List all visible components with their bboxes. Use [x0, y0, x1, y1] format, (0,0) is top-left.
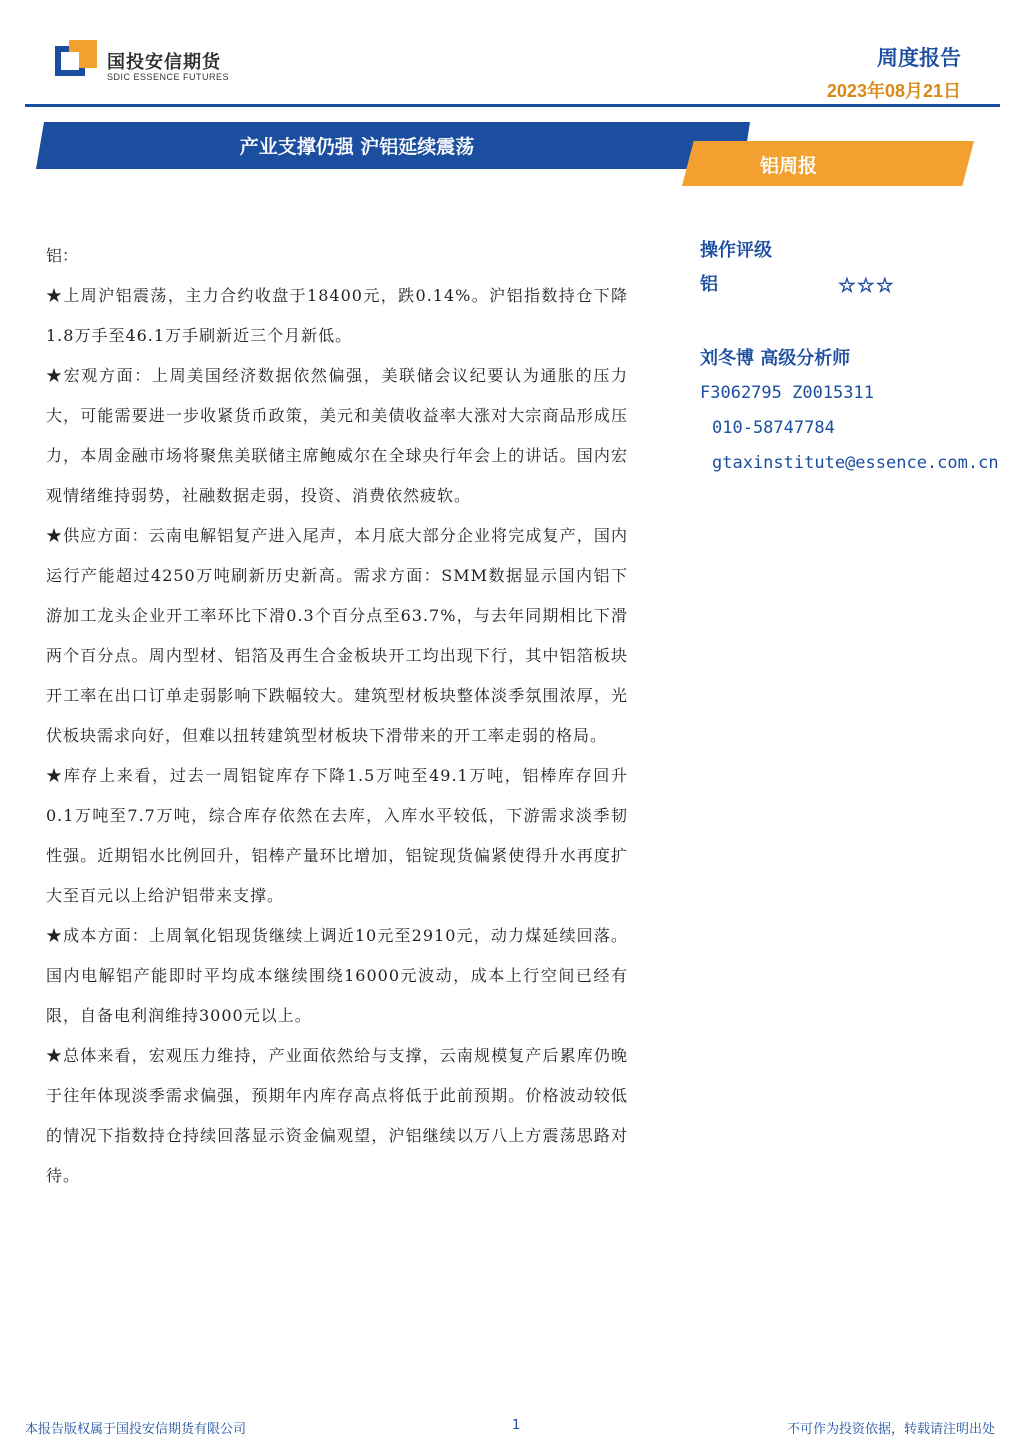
- paragraph-supply: ★供应方面：云南电解铝复产进入尾声，本月底大部分企业将完成复产，国内运行产能超过4250万吨刷新历史新高。需求方面：SMM数据显示国内铝下游加工龙头企业开工率环比下滑0.3个百分点至63.7%，与去年同期相比下滑两个百分点。周内型材、铝箔及再生合金板块开工均出现下行，其中铝箔板块开工率在出口订单走弱影响下跌幅较大。建筑型材板块整体淡季氛围浓厚，光伏板块需求向好，但难以扭转建筑型材板块下滑带来的开工率走弱的格局。: [46, 526, 628, 745]
- report-title: 产业支撑仍强 沪铝延续震荡: [239, 136, 475, 158]
- rating-item: 铝: [700, 274, 718, 295]
- report-body: [46, 236, 628, 1196]
- section-label: 铝：: [46, 246, 79, 265]
- sidebar: [700, 234, 1020, 481]
- header-divider: [25, 104, 1000, 107]
- report-date: 2023年08月21日: [826, 81, 961, 101]
- star-rating-icon: ☆☆☆: [838, 273, 895, 297]
- paragraph-macro: ★宏观方面：上周美国经济数据依然偏强，美联储会议纪要认为通胀的压力大，可能需要进一步收紧货币政策，美元和美债收益率大涨对大宗商品形成压力，本周金融市场将聚焦美联储主席鲍威尔在全球央行年会上的讲话。国内宏观情绪维持弱势，社融数据走弱，投资、消费依然疲软。: [46, 366, 628, 505]
- analyst-email[interactable]: gtaxinstitute@essence.com.cn: [712, 453, 999, 473]
- company-name-cn: 国投安信期货: [107, 52, 221, 73]
- paragraph-market: ★上周沪铝震荡，主力合约收盘于18400元，跌0.14%。沪铝指数持仓下降1.8万手至46.1万手刷新近三个月新低。: [46, 286, 628, 345]
- report-type: 周度报告: [877, 46, 961, 70]
- footer-copyright: 本报告版权属于国投安信期货有限公司: [25, 1422, 247, 1437]
- analyst-license: F3062795 Z0015311: [700, 383, 874, 403]
- company-logo: [55, 40, 255, 88]
- analyst-phone: 010-58747784: [712, 418, 835, 438]
- category-tag-label: 铝周报: [760, 155, 818, 177]
- page-number: 1: [512, 1418, 521, 1433]
- logo-mark-icon: [55, 40, 97, 82]
- rating-row: [700, 268, 1020, 302]
- paragraph-inventory: ★库存上来看，过去一周铝锭库存下降1.5万吨至49.1万吨，铝棒库存回升0.1万吨至7.7万吨，综合库存依然在去库，入库水平较低，下游需求淡季韧性强。近期铝水比例回升，铝棒产量环比增加，铝锭现货偏紧使得升水再度扩大至百元以上给沪铝带来支撑。: [46, 766, 628, 905]
- paragraph-cost: ★成本方面：上周氧化铝现货继续上调近10元至2910元，动力煤延续回落。国内电解铝产能即时平均成本继续围绕16000元波动，成本上行空间已经有限，自备电利润维持3000元以上。: [46, 926, 628, 1025]
- footer-disclaimer: 不可作为投资依据，转载请注明出处: [786, 1422, 995, 1437]
- analyst-name: 刘冬博 高级分析师: [700, 348, 851, 369]
- company-name-en: SDIC ESSENCE FUTURES: [107, 72, 230, 82]
- paragraph-summary: ★总体来看，宏观压力维持，产业面依然给与支撑，云南规模复产后累库仍晚于往年体现淡季需求偏强，预期年内库存高点将低于此前预期。价格波动较低的情况下指数持仓持续回落显示资金偏观望，沪铝继续以万八上方震荡思路对待。: [46, 1046, 628, 1185]
- rating-title: 操作评级: [700, 240, 772, 261]
